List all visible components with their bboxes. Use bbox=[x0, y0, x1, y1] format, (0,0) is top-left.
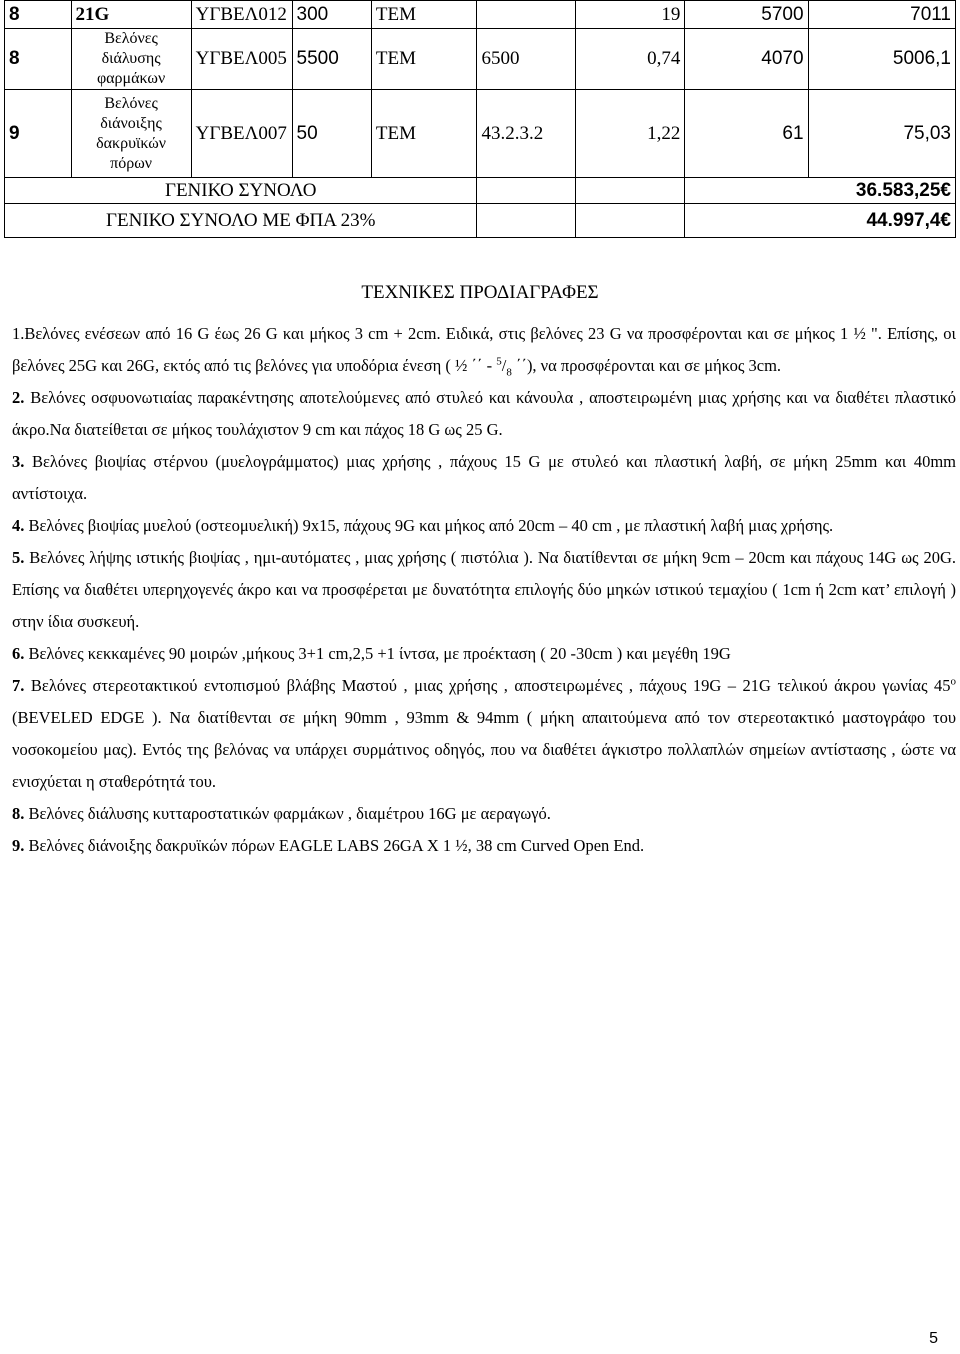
item-code: ΥΓΒΕΛ005 bbox=[191, 29, 292, 90]
code-ref: 43.2.3.2 bbox=[477, 90, 575, 178]
item-description: Βελόνες διάνοιξης δακρυϊκών πόρων bbox=[71, 90, 191, 178]
unit: ΤΕΜ bbox=[371, 1, 477, 29]
unit-price: 1,22 bbox=[575, 90, 685, 178]
total-value: 36.583,25€ bbox=[685, 178, 956, 204]
quantity: 5500 bbox=[292, 29, 371, 90]
quantity: 300 bbox=[292, 1, 371, 29]
amount-vat: 75,03 bbox=[808, 90, 955, 178]
spec-item: 4. Βελόνες βιοψίας μυελού (οστεομυελική) 9x15, πάχους 9G και μήκος από 20cm – 40 cm , με πλαστική λαβή μιας χρήσης. bbox=[12, 516, 834, 535]
section-heading: ΤΕΧΝΙΚΕΣ ΠΡΟΔΙΑΓΡΑΦΕΣ bbox=[361, 282, 599, 303]
amount: 5700 bbox=[685, 1, 808, 29]
item-description: 21G bbox=[71, 1, 191, 29]
total-vat-label: ΓΕΝΙΚΟ ΣΥΝΟΛΟ ΜΕ ΦΠΑ 23% bbox=[5, 204, 477, 238]
spec-item: 8. Βελόνες διάλυσης κυτταροστατικών φαρμάκων , διαμέτρου 16G με αεραγωγό. bbox=[12, 804, 551, 823]
spec-body bbox=[12, 318, 956, 862]
table-row bbox=[5, 178, 956, 204]
item-code: ΥΓΒΕΛ012 bbox=[191, 1, 292, 29]
page-number: 5 bbox=[929, 1330, 938, 1347]
amount-vat: 7011 bbox=[808, 1, 955, 29]
table-row bbox=[5, 90, 956, 178]
unit: ΤΕΜ bbox=[371, 90, 477, 178]
unit-price: 19 bbox=[575, 1, 685, 29]
table-row bbox=[5, 29, 956, 90]
table-row bbox=[5, 1, 956, 29]
total-vat-value: 44.997,4€ bbox=[685, 204, 956, 238]
unit: ΤΕΜ bbox=[371, 29, 477, 90]
spec-item: 7. Βελόνες στερεοτακτικού εντοπισμού βλάβης Μαστού , μιας χρήσης , αποστειρωμένες , πάχους 19G – 21G τελικού άκρου γωνίας $45^o$ (BEVELED EDGE ). Να διατίθενται σε μήκη 90mm , 93mm & 94mm ( μήκη απαιτούμενα από τον στερεοτακτικό μαστογράφο του νοσοκομείου μας). Εντός της βελόνας να υπάρχει συρμάτινος οδηγός, που να διαθέτει άγκιστρο πολλαπλών σημείων αντίστασης , ώστε να ενισχύεται η σταθερότητά του. bbox=[12, 675, 956, 791]
item-description: Βελόνες διάλυσης φαρμάκων bbox=[71, 29, 191, 90]
spec-item: 6. Βελόνες κεκκαμένες 90 μοιρών ,μήκους 3+1 cm,2,5 +1 ίντσα, με προέκταση ( 20 -30cm ) και μεγέθη 19G bbox=[12, 644, 731, 663]
amount: 4070 bbox=[685, 29, 808, 90]
spec-item: 5. Βελόνες λήψης ιστικής βιοψίας , ημι-αυτόματες , μιας χρήσης ( πιστόλια ). Να διατίθενται σε μήκη 9cm – 20cm και πάχους 14G ως 20G. Επίσης να διαθέτει υπερηχογενές άκρο και να προσφέρεται με δυνατότητα επιλογής δύο μηκών ιστικού τεμαχίου ( 1cm ή 2cm κατ’ επιλογή ) στην ίδια συσκευή. bbox=[12, 548, 956, 631]
row-number: 8 bbox=[5, 1, 72, 29]
code-ref: 6500 bbox=[477, 29, 575, 90]
price-table bbox=[4, 0, 956, 238]
amount-vat: 5006,1 bbox=[808, 29, 955, 90]
table-row bbox=[5, 204, 956, 238]
code-ref bbox=[477, 1, 575, 29]
quantity: 50 bbox=[292, 90, 371, 178]
row-number: 9 bbox=[5, 90, 72, 178]
unit-price: 0,74 bbox=[575, 29, 685, 90]
row-number: 8 bbox=[5, 29, 72, 90]
amount: 61 bbox=[685, 90, 808, 178]
total-label: ΓΕΝΙΚΟ ΣΥΝΟΛΟ bbox=[5, 178, 477, 204]
spec-item: 9. Βελόνες διάνοιξης δακρυϊκών πόρων EAGLE LABS 26GA X 1 ½, 38 cm Curved Open End. bbox=[12, 836, 645, 855]
spec-item: 1.Βελόνες ενέσεων από 16 G έως 26 G και μήκος 3 cm + 2cm. Ειδικά, στις βελόνες 23 G να προσφέρονται και σε μήκος 1 ½ ". Επίσης, οι βελόνες 25G και 26G, εκτός από τις βελόνες για υποδόρια ένεση ( ½ ΄΄ - $^5/_8$ ΄΄), να προσφέρονται και σε μήκος 3cm. bbox=[12, 324, 956, 379]
spec-item: 3. Βελόνες βιοψίας στέρνου (μυελογράμματος) μιας χρήσης , πάχους 15 G με στυλεό και πλαστική λαβή, σε μήκη 25mm και 40mm αντίστοιχα. bbox=[12, 452, 956, 503]
spec-item: 2. Βελόνες οσφυονωτιαίας παρακέντησης αποτελούμενες από στυλεό και κάνουλα , αποστειρωμένη μιας χρήσης και να διαθέτει πλαστικό άκρο.Να διατείθεται σε μήκος τουλάχιστον 9 cm και πάχος 18 G ως 25 G. bbox=[12, 388, 956, 439]
item-code: ΥΓΒΕΛ007 bbox=[191, 90, 292, 178]
